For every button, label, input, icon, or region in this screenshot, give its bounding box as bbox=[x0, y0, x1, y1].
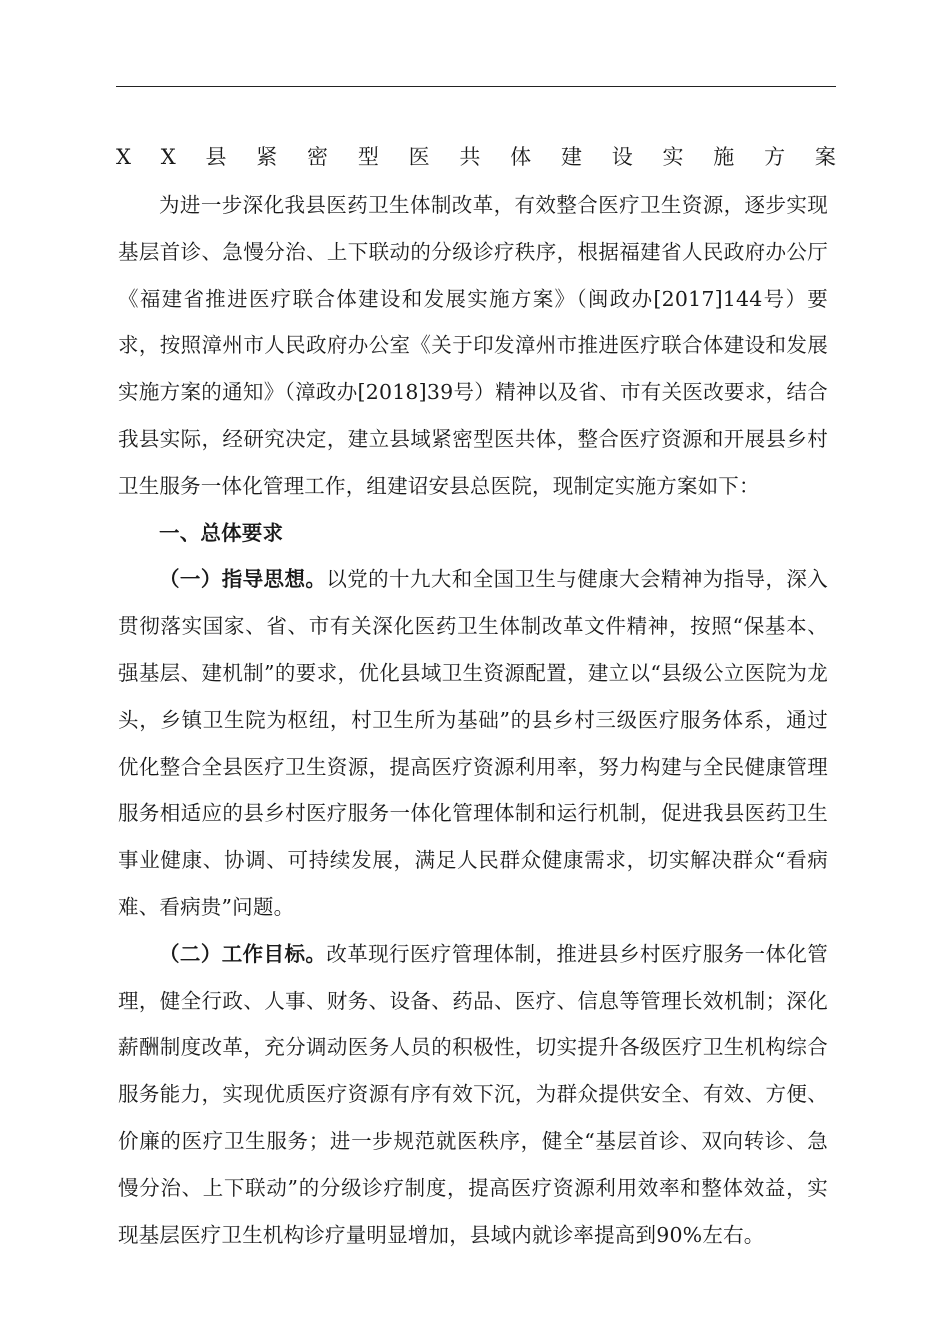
title-char: 方 bbox=[764, 145, 786, 169]
title-char: 建 bbox=[560, 145, 582, 169]
work-goals-text: 改革现行医疗管理体制，推进县乡村医疗服务一体化管理，健全行政、人事、财务、设备、药品、医疗、信息等管理长效机制；深化薪酬制度改革，充分调动医务人员的积极性，切实提升各级医疗卫生机构综合服务能力，实现优质医疗资源有序有效下沉，为群众提供安全、有效、方便、价廉的医疗卫生服务；进一步规范就医秩序，健全“基层首诊、双向转诊、急慢分治、上下联动”的分级诊疗制度，提高医疗资源利用效率和整体效益，实现基层医疗卫生机构诊疗量明显增加，县域内就诊率提高到90%左右。 bbox=[118, 941, 828, 1247]
guiding-ideology-paragraph bbox=[118, 556, 828, 930]
title-char: 体 bbox=[510, 145, 532, 169]
title-char: 案 bbox=[814, 145, 836, 169]
title-char: X bbox=[160, 145, 176, 169]
title-char: 县 bbox=[205, 145, 227, 169]
document-body bbox=[118, 182, 828, 1258]
intro-paragraph: 为进一步深化我县医药卫生体制改革，有效整合医疗卫生资源，逐步实现基层首诊、急慢分治、上下联动的分级诊疗秩序，根据福建省人民政府办公厅《福建省推进医疗联合体建设和发展实施方案》（闽政办[2017]144号）要求，按照漳州市人民政府办公室《关于印发漳州市推进医疗联合体建设和发展实施方案的通知》（漳政办[2018]39号）精神以及省、市有关医改要求，结合我县实际，经研究决定，建立县域紧密型医共体，整合医疗资源和开展县乡村卫生服务一体化管理工作，组建诏安县总医院，现制定实施方案如下： bbox=[118, 193, 828, 498]
guiding-ideology-lead: （一）指导思想。 bbox=[159, 567, 327, 592]
guiding-ideology-text: 以党的十九大和全国卫生与健康大会精神为指导，深入贯彻落实国家、省、市有关深化医药卫生体制改革文件精神，按照“保基本、强基层、建机制”的要求，优化县域卫生资源配置，建立以“县级公立医院为龙头，乡镇卫生院为枢纽，村卫生所为基础”的县乡村三级医疗服务体系，通过优化整合全县医疗卫生资源，提高医疗资源利用率，努力构建与全民健康管理服务相适应的县乡村医疗服务一体化管理体制和运行机制，促进我县医药卫生事业健康、协调、可持续发展，满足人民群众健康需求，切实解决群众“看病难、看病贵”问题。 bbox=[118, 567, 828, 919]
title-char: 紧 bbox=[256, 145, 278, 169]
title-char: 医 bbox=[408, 145, 430, 169]
title-char: 共 bbox=[459, 145, 481, 169]
title-char: 密 bbox=[307, 145, 329, 169]
title-char: 设 bbox=[611, 145, 633, 169]
document-title bbox=[116, 140, 836, 174]
title-char: 施 bbox=[713, 145, 735, 169]
work-goals-lead: （二）工作目标。 bbox=[159, 941, 327, 966]
header-rule bbox=[116, 86, 836, 87]
title-char: 实 bbox=[662, 145, 684, 169]
title-char: 型 bbox=[357, 145, 379, 169]
work-goals-paragraph bbox=[118, 931, 828, 1259]
section-heading-overall-requirements: 一、总体要求 bbox=[159, 520, 284, 545]
title-char: X bbox=[116, 145, 131, 169]
